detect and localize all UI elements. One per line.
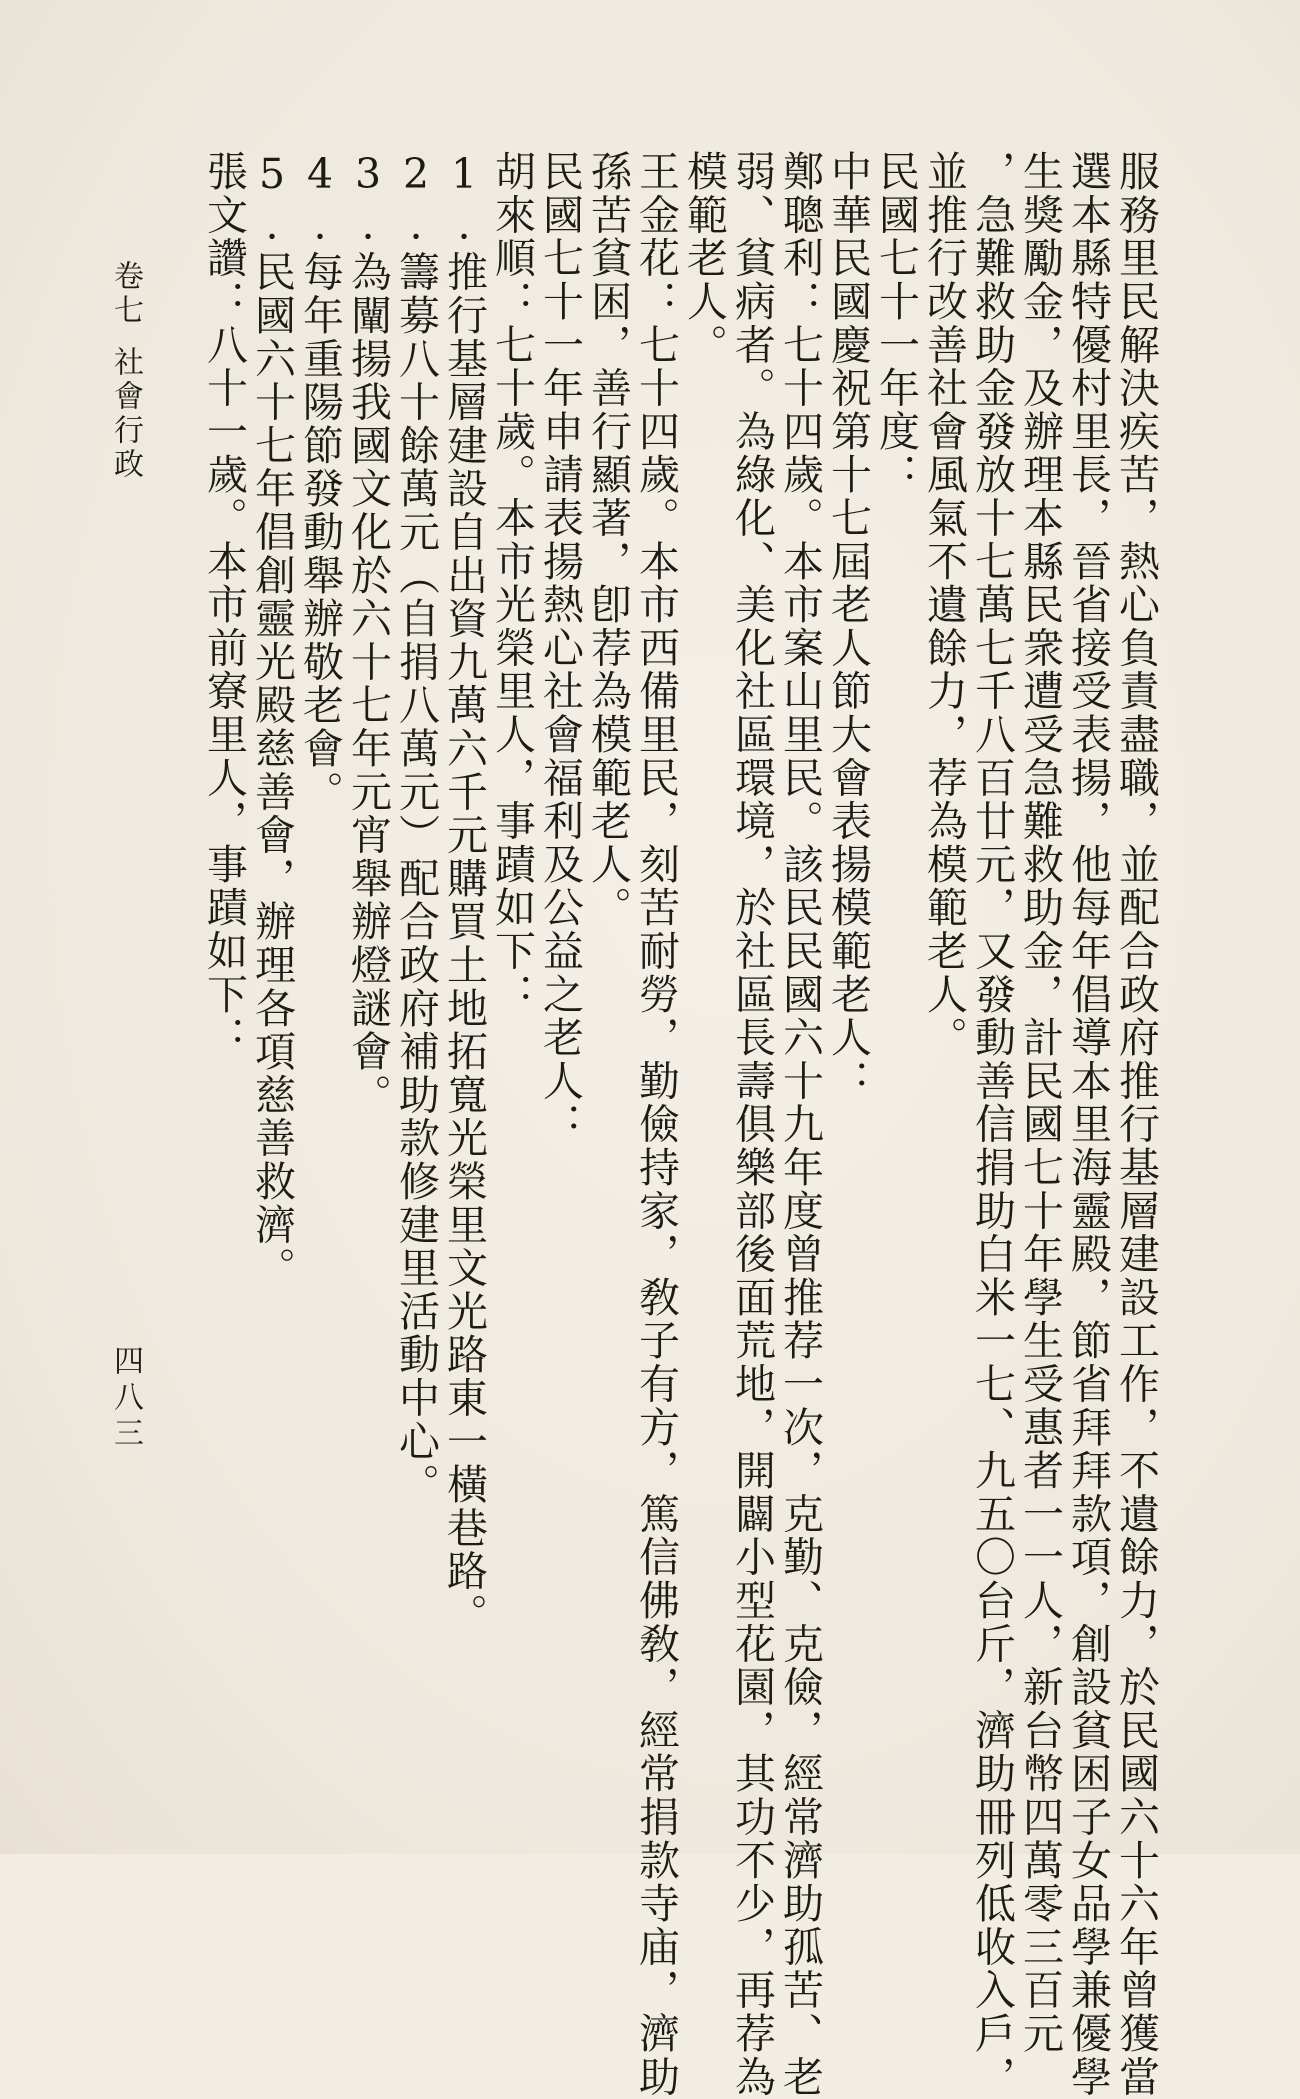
text-column-13: 民國七十一年申請表揚熱心社會福利及公益之老人： — [536, 150, 584, 1146]
text-column-5: 並推行改善社會風氣不遺餘力，荐為模範老人。 — [920, 150, 968, 1060]
text-column-7: 中華民國慶祝第十七屆老人節大會表揚模範老人： — [824, 150, 872, 1103]
running-header — [108, 260, 142, 482]
text-column-17: 3.為闡揚我國文化於六十七年元宵舉辦燈謎會。 — [344, 150, 392, 1117]
text-column-1: 服務里民解決疾苦，熱心負責盡職，並配合政府推行基層建設工作，不遺餘力，於民國六十六年曾獲當 — [1112, 150, 1160, 2099]
text-column-19: 5.民國六十七年倡創靈光殿慈善會，辦理各項慈善救濟。 — [248, 150, 296, 1290]
section-label: 社會行政 — [108, 346, 143, 482]
text-column-10: 模範老人。 — [680, 150, 728, 367]
text-column-2: 選本縣特優村里長，晉省接受表揚，他每年倡導本里海靈殿，節省拜拜款項，創設貧困子女品學兼優學 — [1064, 150, 1112, 2099]
text-column-12: 孫苦貧困，善行顯著，卽荐為模範老人。 — [584, 150, 632, 930]
text-column-11: 王金花：七十四歲。本市西備里民，刻苦耐勞，勤儉持家，敎子有方，篤信佛敎，經常捐款寺庙，濟助 — [632, 150, 680, 2099]
page-number: 四八三 — [108, 1345, 143, 1453]
text-column-20: 張文讚：八十一歲。本市前寮里人，事蹟如下： — [200, 150, 248, 1060]
text-column-6: 民國七十一年度： — [872, 150, 920, 497]
text-column-16: 2.籌募八十餘萬元（自捐八萬元）配合政府補助款修建里活動中心。 — [392, 150, 440, 1507]
text-column-3: 生獎勵金，及辦理本縣民衆遭受急難救助金，計民國七十年學生受惠者一一人，新台幣四萬零三百元 — [1016, 150, 1064, 2056]
text-column-14: 胡來順：七十歲。本市光榮里人，事蹟如下： — [488, 150, 536, 1016]
text-column-18: 4.每年重陽節發動舉辦敬老會。 — [296, 150, 344, 814]
text-column-15: 1.推行基層建設自出資九萬六千元購買土地拓寬光榮里文光路東一橫巷路。 — [440, 150, 488, 1637]
text-column-4: ，急難救助金發放十七萬七千八百廿元，又發動善信捐助白米一七、九五〇台斤，濟助冊列低收入戶， — [968, 150, 1016, 2099]
text-column-9: 弱、貧病者。為綠化、美化社區環境，於社區長壽俱樂部後面荒地，開闢小型花園，其功不少，再荐為 — [728, 150, 776, 2099]
text-column-8: 鄭聰利：七十四歲。本市案山里民。該民民國六十九年度曾推荐一次，克勤、克儉，經常濟助孤苦、老 — [776, 150, 824, 2099]
volume-label: 卷七 — [108, 260, 143, 328]
